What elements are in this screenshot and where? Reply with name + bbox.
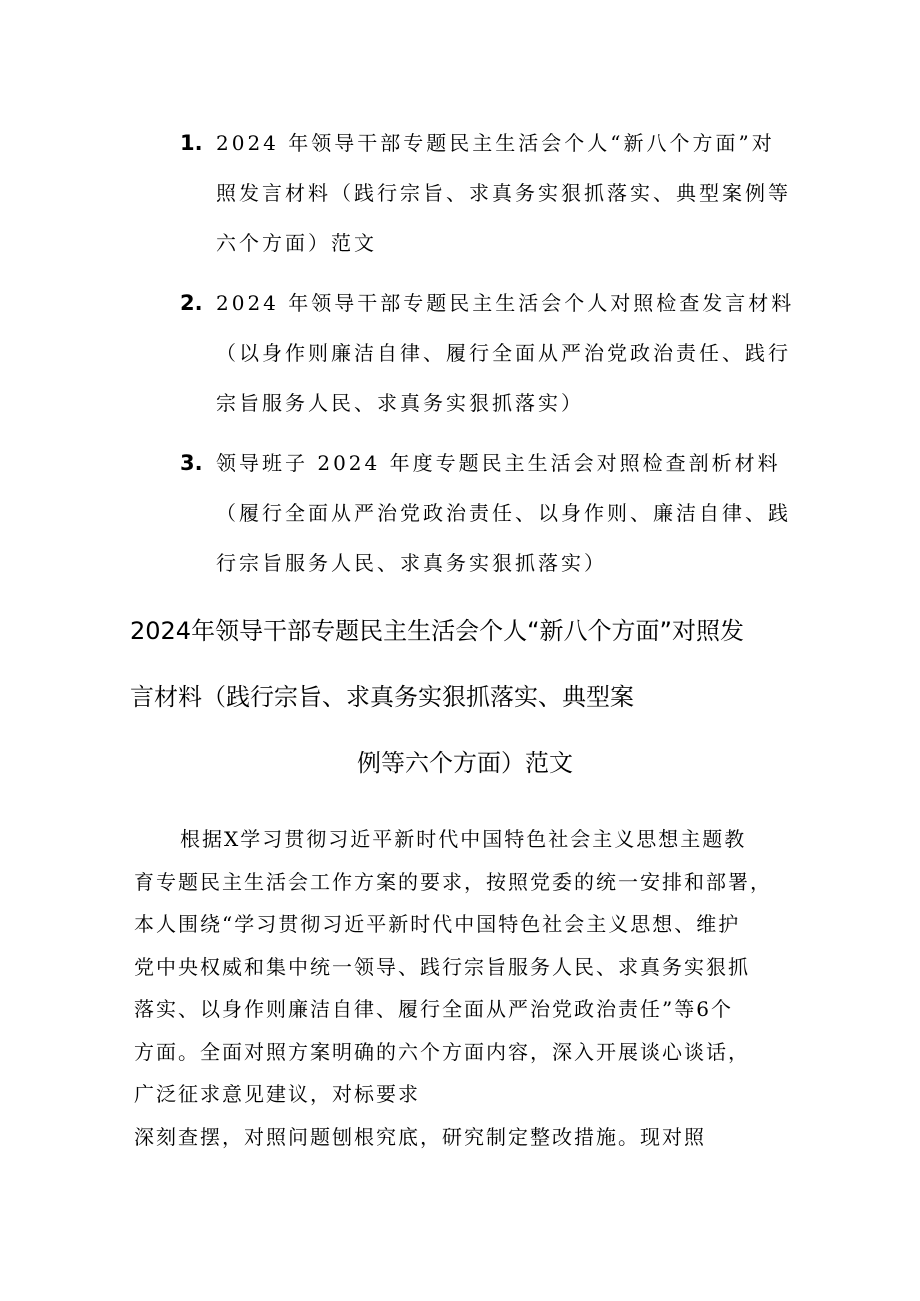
list-item-line: 2024 年领导干部专题民主生活会个人对照检查发言材料 [216, 291, 795, 315]
body-line: 根据X学习贯彻习近平新时代中国特色社会主义思想主题教 [180, 827, 747, 851]
body-paragraph [134, 818, 800, 1158]
list-item [180, 278, 800, 428]
list-item-line: 2024 年领导干部专题民主生活会个人“新八个方面”对 [216, 131, 775, 155]
body-line: 方面。全面对照方案明确的六个方面内容，深入开展谈心谈话， [134, 1039, 750, 1064]
list-item-line: 宗旨服务人民、求真务实狠抓落实） [216, 391, 584, 415]
document-heading [130, 598, 800, 796]
heading-line: 言材料（践行宗旨、求真务实狠抓落实、典型案 [130, 683, 634, 711]
list-item-line: 照发言材料（践行宗旨、求真务实狠抓落实、典型案例等 [216, 181, 791, 205]
list-number: 2. [180, 291, 203, 315]
body-line: 本人围绕“学习贯彻习近平新时代中国特色社会主义思想、维护 [134, 912, 741, 936]
list-item-line: （以身作则廉洁自律、履行全面从严治党政治责任、践行 [216, 341, 791, 365]
list-item [180, 438, 800, 588]
list-number: 3. [180, 451, 203, 475]
list-item-line: （履行全面从严治党政治责任、以身作则、廉洁自律、践 [216, 501, 791, 525]
heading-line: 例等六个方面）范文 [357, 749, 573, 777]
list-item-line: 行宗旨服务人民、求真务实狠抓落实） [216, 551, 607, 575]
body-line: 落实、以身作则廉洁自律、履行全面从严治党政治责任”等6个 [134, 997, 733, 1021]
list-item-line: 领导班子 2024 年度专题民主生活会对照检查剖析材料 [216, 451, 781, 475]
list-number: 1. [180, 131, 203, 155]
body-line: 广泛征求意见建议，对标要求 [134, 1082, 420, 1106]
numbered-list [180, 118, 800, 598]
body-line: 深刻查摆，对照问题刨根究底，研究制定整改措施。现对照 [134, 1124, 706, 1149]
heading-line: 2024年领导干部专题民主生活会个人“新八个方面”对照发 [130, 617, 744, 645]
list-item [180, 118, 800, 268]
body-line: 党中央权威和集中统一领导、践行宗旨服务人民、求真务实狠抓 [134, 954, 750, 979]
body-line: 育专题民主生活会工作方案的要求，按照党委的统一安排和部署， [134, 869, 772, 894]
list-item-line: 六个方面）范文 [216, 231, 377, 255]
